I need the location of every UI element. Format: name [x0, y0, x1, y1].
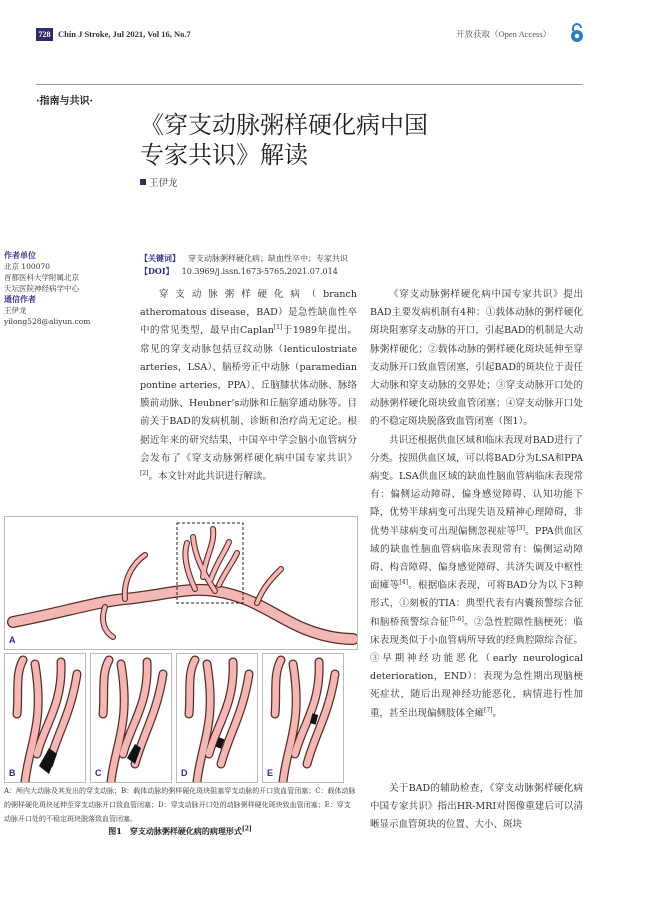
doi-label: 【DOI】: [140, 266, 174, 276]
panel-label-d: D: [181, 768, 188, 778]
unit-label: 作者单位: [4, 250, 36, 260]
doi-value[interactable]: 10.3969/j.issn.1673-5765.2021.07.014: [181, 267, 338, 276]
panel-label-c: C: [95, 768, 102, 778]
subpanel-illustration: [177, 654, 257, 782]
corr-email[interactable]: yilong528@aliyun.com: [4, 317, 91, 326]
figure-panel-a: [4, 516, 358, 650]
subpanel-illustration: [5, 654, 85, 782]
corr-label: 通信作者: [4, 294, 36, 304]
paragraph: 《穿支动脉粥样硬化病中国专家共识》提出BAD主要发病机制有4种：①载体动脉的粥样硬化斑块阻塞穿支动脉的开口，引起BAD的机制是大动脉粥样硬化；②载体动脉的粥样硬化斑块延伸至穿支动脉开口致血管闭塞，引起BAD的斑块位于责任大动脉和穿支动脉的交界处；③穿支动脉开口处的动脉粥样硬化斑块致血管闭塞；④穿支动脉开口处的不稳定斑块脱落致血管闭塞（图1）。: [370, 289, 583, 428]
keywords-block: [140, 252, 348, 278]
paragraph: 穿支动脉粥样硬化病（branch atheromatous disease，BAD）是急性缺血性卒中的常见类型，最早由Caplan[1]于1989年提出。常见的穿支动脉包括豆纹动脉（lenticulostriate arteries，LSA）、脑桥旁正中动脉（paramedian pontine arteries，PPA）、丘脑膝状体动脉、脉络膜前动脉、Heubner’s动脉和丘脑穿通动脉等。目前关于BAD的发病机制、诊断和治疗尚无定论。根据近年来的研究结果，中国卒中学会脑小血管病分会发布了《穿支动脉粥样硬化病中国专家共识》[2]。本文针对此共识进行解读。: [140, 289, 357, 483]
unit-line: 北京 100070: [4, 262, 51, 271]
citation[interactable]: [5-6]: [449, 615, 464, 623]
body-column-1: [140, 286, 357, 486]
page-number: 728: [36, 28, 53, 41]
artery-illustration: [5, 517, 357, 649]
panel-label-a: A: [9, 635, 16, 645]
figure-title: 图1 穿支动脉粥样硬化病的病理形式[2]: [108, 825, 252, 836]
open-access-label: 开放获取（Open Access）: [456, 29, 552, 39]
paragraph: 共识还根据供血区域和临床表现对BAD进行了分类。按照供血区域，可以将BAD分为LSA和PPA病变。LSA供血区域的缺血性脑血管病临床表现常有：偏侧运动障碍、偏身感觉障碍、认知功能下降，优势半球病变可出现失语及精神心理障碍，非优势半球病变可出现偏侧忽视症等[3]。PPA供血区域的缺血性脑血管病临床表现常有：偏侧运动障碍、构音障碍、偏身感觉障碍、共济失调及中枢性面瘫等[4]。根据临床表现，可将BAD分为以下3种形式，①刻板的TIA：典型代表有内囊预警综合征和脑桥预警综合征[5-6]。②急性腔隙性脑梗死：临床表现类似于小血管病所导致的经典腔隙综合征。③早期神经功能恶化（early neurological deterioration，END）：表现为急性期出现脑梗死症状，随后出现神经功能恶化，病情进行性加重，甚至出现偏侧肢体全瘫[7]。: [370, 434, 583, 719]
citation[interactable]: [2]: [140, 469, 149, 477]
open-access-icon: [569, 23, 585, 43]
section-label: ·指南与共识·: [36, 96, 93, 107]
citation[interactable]: [2]: [241, 825, 252, 833]
journal-citation: Chin J Stroke, Jul 2021, Vol 16, No.7: [58, 29, 191, 39]
citation[interactable]: [4]: [399, 579, 408, 587]
panel-label-e: E: [267, 768, 274, 778]
citation[interactable]: [3]: [516, 524, 525, 532]
title-line-2: 专家共识》解读: [140, 141, 308, 169]
figure-panel-b: [4, 653, 86, 783]
corr-name: 王伊龙: [4, 306, 27, 315]
author-name: 王伊龙: [149, 178, 178, 189]
unit-line: 首都医科大学附属北京: [4, 273, 79, 282]
subpanel-illustration: [91, 654, 171, 782]
keywords-label: 【关键词】: [140, 253, 180, 263]
figure-panel-d: [176, 653, 258, 783]
title-line-1: 《穿支动脉粥样硬化病中国: [140, 111, 428, 139]
author-marker: [140, 179, 146, 185]
figure-caption: A：颅内大动脉及其发出的穿支动脉；B：载体动脉的粥样硬化斑块阻塞穿支动脉的开口致血管闭塞；C：载体动脉的粥样硬化斑块延伸至穿支动脉开口致血管闭塞；D：穿支动脉开口处的动脉粥样硬化斑块致血管闭塞；E：穿支动脉开口处的不稳定斑块脱落致血管闭塞。: [4, 787, 356, 823]
author: [140, 175, 178, 189]
paragraph: 关于BAD的辅助检查，《穿支动脉粥样硬化病中国专家共识》指出HR-MRI对图像重建后可以清晰显示血管斑块的位置、大小、斑块: [370, 783, 583, 831]
keywords-text: 穿支动脉粥样硬化病；缺血性卒中；专家共识: [188, 254, 348, 263]
figure-panel-c: [90, 653, 172, 783]
unit-line: 天坛医院神经病学中心: [4, 284, 79, 293]
article-title: [140, 110, 428, 170]
subpanel-illustration: [263, 654, 343, 782]
body-column-2: [370, 286, 583, 723]
author-info-sidebar: [4, 250, 132, 327]
figure-panel-e: [262, 653, 344, 783]
header-rule: [36, 84, 583, 85]
citation[interactable]: [1]: [273, 324, 283, 332]
citation[interactable]: [7]: [484, 706, 493, 714]
panel-label-b: B: [9, 768, 16, 778]
body-column-2-continued: [370, 780, 583, 835]
